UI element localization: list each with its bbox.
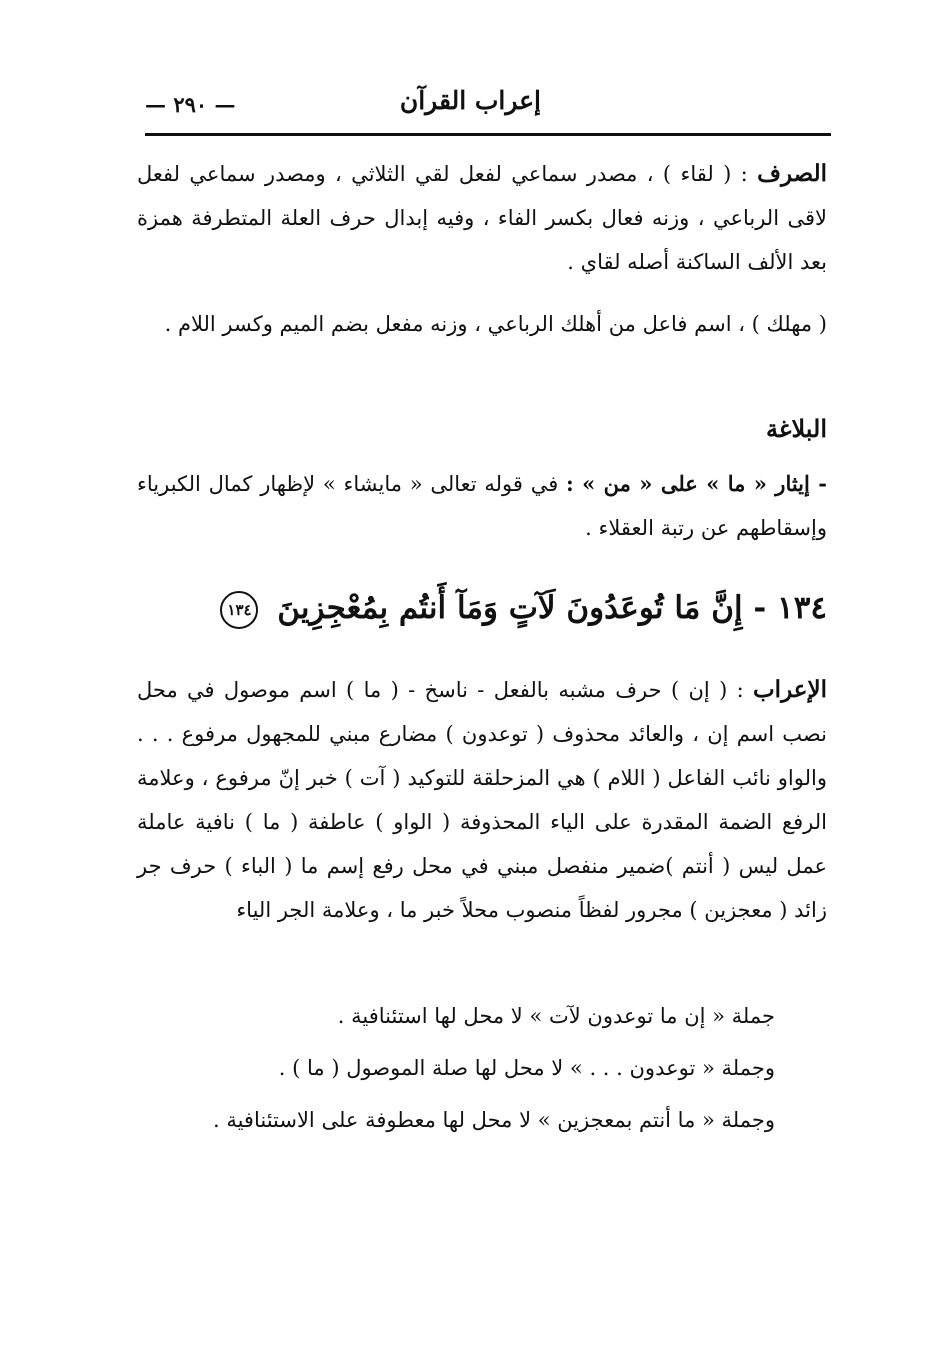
- balagha-section: [137, 462, 827, 550]
- sarf-label: الصرف: [757, 160, 827, 187]
- balagha-text: في قوله تعالى « مايشاء » لإظهار كمال الكبرياء وإسقاطهم عن رتبة العقلاء .: [137, 472, 827, 540]
- sentence-line: وجملة « توعدون . . . » لا محل لها صلة الموصول ( ما ) .: [278, 1056, 775, 1080]
- sentence-analysis: [175, 990, 775, 1146]
- balagha-lead: - إيثار « ما » على « من » :: [566, 471, 827, 496]
- irab-label: الإعراب: [753, 676, 827, 703]
- sentence-line: جملة « إن ما توعدون لآت » لا محل لها استئنافية .: [337, 1004, 775, 1028]
- sarf-section: [137, 152, 827, 284]
- verse-end-mark: ١٣٤: [220, 591, 258, 629]
- sarf-text: : ( لقاء ) ، مصدر سماعي لفعل لقي الثلاثي ، ومصدر سماعي لفعل لاقى الرباعي ، وزنه فعال بكسر الفاء ، وفيه إبدال حرف العلة المتطرفة همزة بعد الألف الساكنة أصله لقاي .: [137, 162, 827, 274]
- page-header: [145, 78, 831, 124]
- running-title: إعراب القرآن: [399, 86, 541, 115]
- sentence-line: وجملة « ما أنتم بمعجزين » لا محل لها معطوفة على الاستئنافية .: [212, 1108, 775, 1132]
- verse-number: ١٣٤ -: [753, 590, 827, 626]
- quran-verse: [137, 578, 827, 638]
- sarf-text-2: ( مهلك ) ، اسم فاعل من أهلك الرباعي ، وزنه مفعل بضم الميم وكسر اللام .: [164, 312, 827, 336]
- irab-text: : ( إن ) حرف مشبه بالفعل - ناسخ - ( ما ) اسم موصول في محل نصب اسم إن ، والعائد محذوف ( توعدون ) مضارع مبني للمجهول مرفوع . . . والواو نائب الفاعل ( اللام ) هي المزحلقة للتوكيد ( آت ) خبر إنّ مرفوع ، وعلامة الرفع الضمة المقدرة على الياء المحذوفة ( الواو ) عاطفة ( ما ) نافية عاملة عمل ليس ( أنتم )ضمير منفصل مبني في محل رفع إسم ما ( الباء ) حرف جر زائد ( معجزين ) مجرور لفظاً منصوب محلاً خبر ما ، وعلامة الجر الياء: [137, 678, 827, 922]
- sarf-section-2: [137, 302, 827, 346]
- header-rule: [145, 133, 831, 136]
- page-number: — ٢٩٠ —: [145, 92, 236, 117]
- verse-text: إِنَّ مَا تُوعَدُونَ لَآتٍ وَمَآ أَنتُم بِمُعْجِزِينَ: [277, 590, 743, 626]
- irab-section: [137, 668, 827, 932]
- balagha-title: البلاغة: [766, 414, 827, 443]
